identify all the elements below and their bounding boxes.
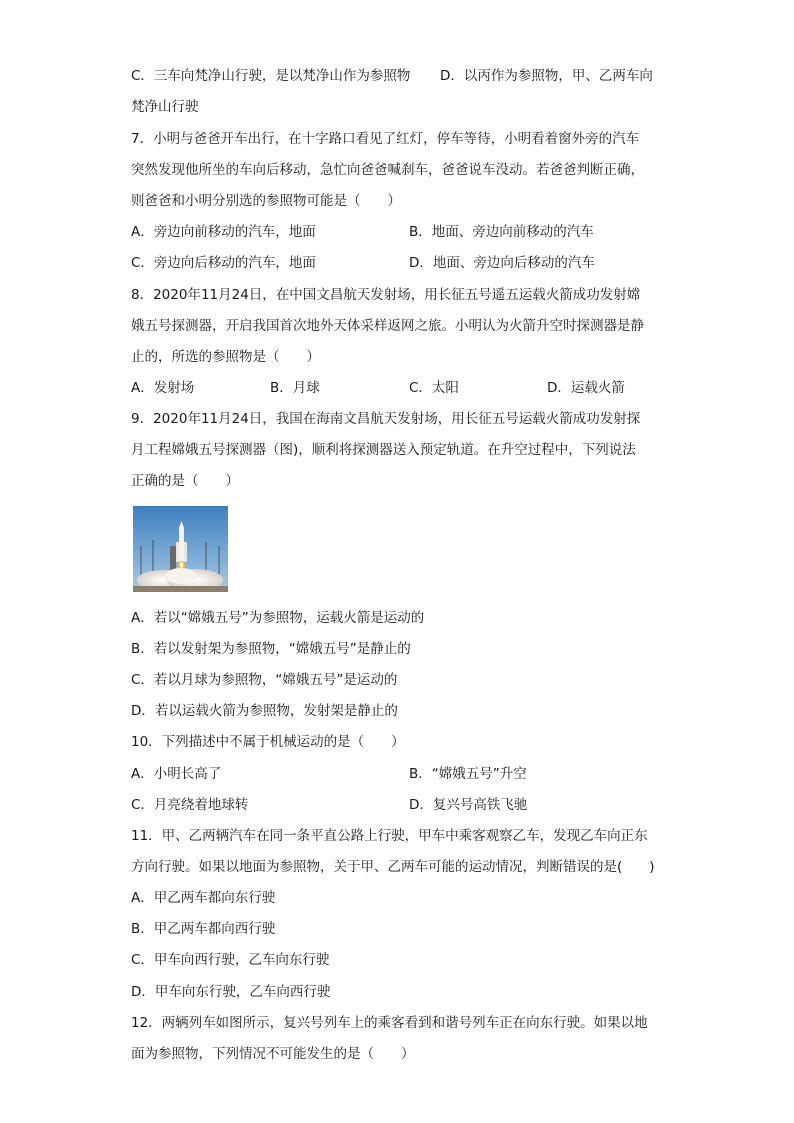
q7-option-a: A．旁边向前移动的汽车，地面 [131,224,316,240]
q8-option-a: A．发射场 [131,380,195,396]
q7-option-c: C．旁边向后移动的汽车，地面 [131,255,316,271]
q8-stem-line-2: 娥五号探测器，开启我国首次地外天体采样返网之旅。小明认为火箭升空时探测器是静 [131,318,644,334]
rocket-launch-photo [133,506,228,592]
q8-option-d: D．运载火箭 [547,380,625,396]
q11-option-d: D．甲车向东行驶，乙车向西行驶 [131,984,331,1000]
q6-option-c: C．三车向梵净山行驶，是以梵净山作为参照物 [131,68,411,84]
q10-option-b: B．“嫦娥五号”升空 [409,766,527,782]
q11-stem-line-1: 11．甲、乙两辆汽车在同一条平直公路上行驶，甲车中乘客观察乙车，发现乙车向正东 [131,828,648,844]
q7-stem-line-3: 则爸爸和小明分别选的参照物可能是（ ） [131,193,401,209]
q7-option-d: D．地面、旁边向后移动的汽车 [409,255,595,271]
q9-stem-line-2: 月工程嫦娥五号探测器（图)，顺利将探测器送入预定轨道。在升空过程中，下列说法 [131,442,636,458]
q8-option-c: C．太阳 [409,380,459,396]
q7-stem-line-2: 突然发现他所坐的车向后移动，急忙向爸爸喊刹车，爸爸说车没动。若爸爸判断正确， [131,162,644,178]
q11-option-b: B．甲乙两车都向西行驶 [131,921,276,937]
q8-stem-line-1: 8．2020年11月24日，在中国文昌航天发射场，用长征五号遥五运载火箭成功发射嫦 [131,287,641,303]
q8-stem-line-3: 止的，所选的参照物是（ ） [131,349,320,365]
q12-stem-line-1: 12．两辆列车如图所示，复兴号列车上的乘客看到和谐号列车正在向东行驶。如果以地 [131,1015,648,1031]
q7-option-b: B．地面、旁边向前移动的汽车 [409,224,594,240]
q10-option-d: D．复兴号高铁飞驰 [409,797,528,813]
q9-stem-line-1: 9．2020年11月24日，我国在海南文昌航天发射场，用长征五号运载火箭成功发射探 [131,411,641,427]
q9-option-d: D．若以运载火箭为参照物，发射架是静止的 [131,703,398,719]
q11-option-a: A．甲乙两车都向东行驶 [131,890,276,906]
q7-stem-line-1: 7．小明与爸爸开车出行，在十字路口看见了红灯，停车等待，小明看着窗外旁的汽车 [131,131,640,147]
q9-option-c: C．若以月球为参照物，“嫦娥五号”是运动的 [131,672,398,688]
q9-option-a: A．若以“嫦娥五号”为参照物，运载火箭是运动的 [131,610,425,626]
q9-stem-line-3: 正确的是（ ） [131,473,239,489]
q6-option-d-continued: 梵净山行驶 [131,99,199,115]
q8-option-b: B．月球 [270,380,320,396]
q6-option-d: D．以丙作为参照物，甲、乙两车向 [440,68,653,84]
q11-option-c: C．甲车向西行驶，乙车向东行驶 [131,952,330,968]
q12-stem-line-2: 面为参照物，下列情况不可能发生的是（ ） [131,1046,415,1062]
q10-option-a: A．小明长高了 [131,766,222,782]
q10-option-c: C．月亮绕着地球转 [131,797,249,813]
q10-stem: 10．下列描述中不属于机械运动的是（ ） [131,734,405,750]
q11-stem-line-2: 方向行驶。如果以地面为参照物，关于甲、乙两车可能的运动情况，判断错误的是( ) [131,859,655,875]
q9-option-b: B．若以发射架为参照物，“嫦娥五号”是静止的 [131,641,411,657]
